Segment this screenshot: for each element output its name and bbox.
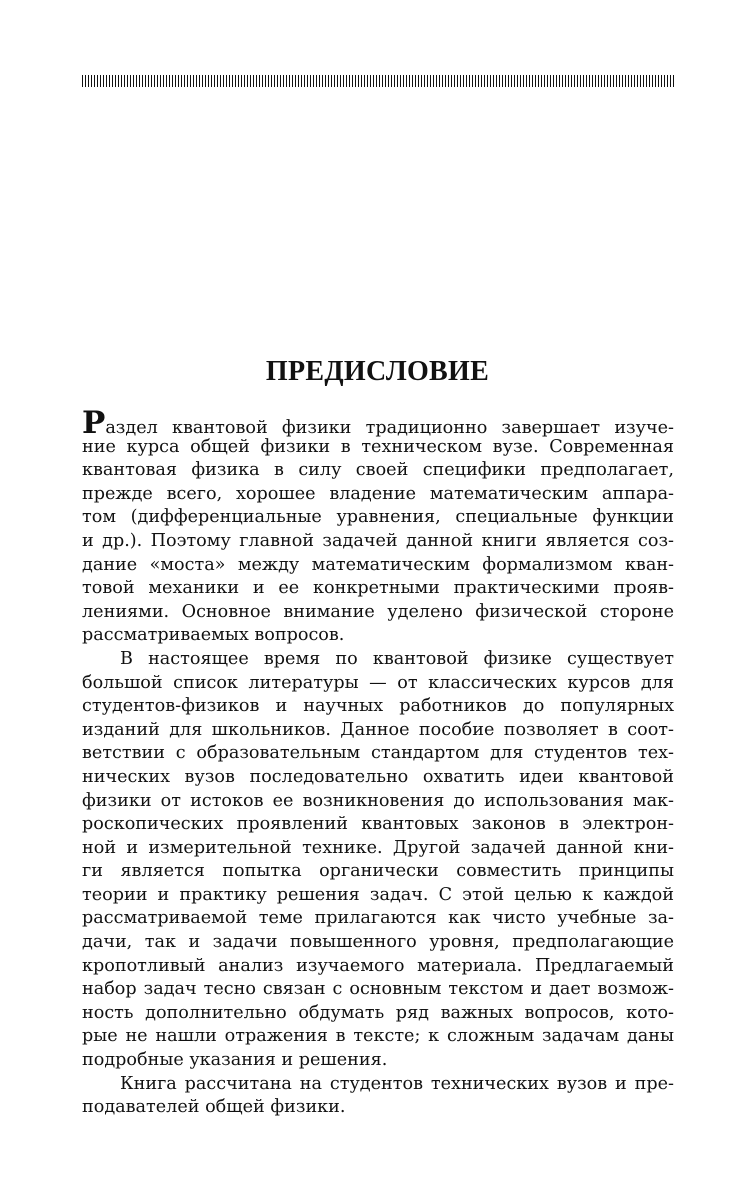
text-line: ной и измерительной технике. Другой задачей данной кни- [82,837,674,858]
text-line: набор задач тесно связан с основным текстом и дает возмож- [82,979,674,1000]
text-line: рые не нашли отражения в тексте; к сложным задачам даны [82,1026,674,1047]
preface-body [82,405,674,1120]
text-line: студентов-физиков и научных работников до популярных [82,696,674,717]
text-line: рассматриваемой теме прилагаются как чисто учебные за- [82,908,674,929]
text-line: том (дифференциальные уравнения, специальные функции [82,507,674,528]
text-line: ветствии с образовательным стандартом для студентов тех- [82,743,674,764]
text-line: физики от истоков ее возникновения до использования мак- [82,790,674,811]
text-line: В настоящее время по квантовой физике существует [120,648,674,669]
text-line: дачи, так и задачи повышенного уровня, предполагающие [82,932,674,953]
text-line: рассматриваемых вопросов. [82,625,345,646]
text-line: роскопических проявлений квантовых законов в электрон- [82,814,674,835]
text-line: и др.). Поэтому главной задачей данной книги является соз- [82,530,674,551]
text-line: Раздел квантовой физики традиционно завершает изуче- [82,405,674,441]
text-line: квантовая физика в силу своей специфики предполагает, [82,460,674,481]
text-line: дание «моста» между математическим формализмом кван- [82,554,674,575]
text-line: теории и практику решения задач. С этой целью к каждой [82,884,674,905]
text-line: ность дополнительно обдумать ряд важных вопросов, кото- [82,1002,674,1023]
text-line: лениями. Основное внимание уделено физической стороне [82,601,674,622]
text-line: большой список литературы — от классических курсов для [82,672,674,693]
drop-cap: Р [82,405,106,441]
text-line: подробные указания и решения. [82,1050,388,1071]
text-line: ние курса общей физики в техническом вузе. Современная [82,436,674,457]
text-line: подавателей общей физики. [82,1097,346,1118]
text-line: нических вузов последовательно охватить идеи квантовой [82,766,674,787]
header-decorative-rule [82,75,674,87]
text-line: кропотливый анализ изучаемого материала. Предлагаемый [82,955,674,976]
text-line: товой механики и ее конкретными практическими прояв- [82,578,674,599]
text-line: ги является попытка органически совместить принципы [82,861,674,882]
text-line: Книга рассчитана на студентов технических вузов и пре- [120,1073,674,1094]
page-title: ПРЕДИСЛОВИЕ [265,356,490,387]
text-line: изданий для школьников. Данное пособие позволяет в соот- [82,719,674,740]
text-line: прежде всего, хорошее владение математическим аппара- [82,483,674,504]
